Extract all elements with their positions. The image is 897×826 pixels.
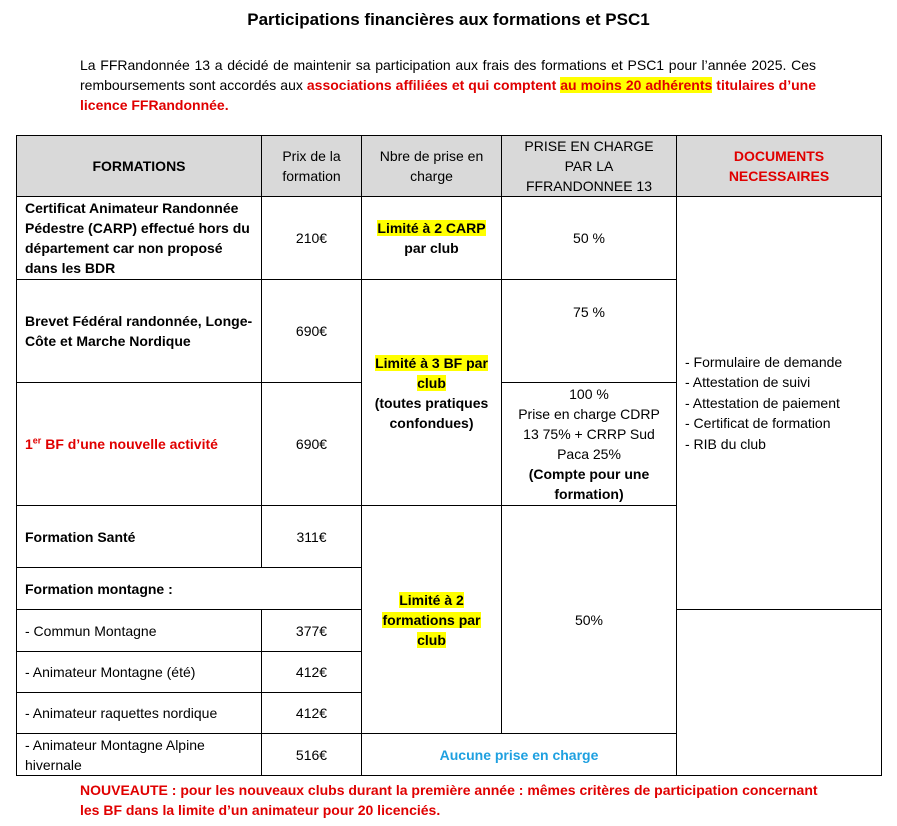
empty-doc-cell [677,610,882,776]
row-bf-charge: 75 % [502,280,677,383]
row-sante-name: Formation Santé [17,506,262,568]
row-first-bf-charge: 100 % Prise en charge CDRP 13 75% + CRRP Sud Paca 25% (Compte pour une formation) [502,383,677,506]
row-sante-price: 311€ [262,506,362,568]
document-item: - Attestation de paiement [685,394,840,411]
document-item: - Formulaire de demande [685,353,843,370]
footer-note: NOUVEAUTE : pour les nouveaux clubs durant la première année : mêmes critères de participation concernant les BF dans la limite d’un animateur pour 20 licenciés. [80,782,818,818]
bf-limit-cell: Limité à 3 BF par club (toutes pratiques confondues) [362,280,502,506]
page-title: Participations financières aux formations et PSC1 [247,10,650,29]
header-nbre: Nbre de prise en charge [362,136,502,197]
intro-paragraph: La FFRandonnée 13 a décidé de maintenir sa participation aux frais des formations et PSC1 pour l’année 2025. Ces remboursements sont accordés aux associations affiliées et qui comptent au moins 20 adhérents titulaires d’une licence FFRandonnée. [80,57,816,113]
row-alpine-name: - Animateur Montagne Alpine hivernale [17,734,262,776]
row-commun-name: - Commun Montagne [17,610,262,652]
document-item: - Attestation de suivi [685,374,811,391]
row-first-bf-price: 690€ [262,383,362,506]
header-prise-en-charge: PRISE EN CHARGE PAR LA FFRANDONNEE 13 [502,136,677,197]
document-item: - RIB du club [685,435,766,452]
documents-cell [677,197,882,610]
row-alpine-note: Aucune prise en charge [362,734,677,776]
row-anim-ete-price: 412€ [262,652,362,693]
header-formations: FORMATIONS [17,136,262,197]
formations-table [16,135,882,776]
row-commun-price: 377€ [262,610,362,652]
row-raquettes-price: 412€ [262,693,362,734]
row-carp-limit: Limité à 2 CARP par club [362,197,502,280]
header-documents: DOCUMENTS NECESSAIRES [677,136,882,197]
table-row [17,197,882,280]
row-anim-ete-name: - Animateur Montagne (été) [17,652,262,693]
row-raquettes-name: - Animateur raquettes nordique [17,693,262,734]
table-header-row [17,136,882,197]
row-bf-name: Brevet Fédéral randonnée, Longe-Côte et Marche Nordique [17,280,262,383]
document-item: - Certificat de formation [685,415,831,432]
mont-charge-cell: 50% [502,506,677,734]
row-carp-name: Certificat Animateur Randonnée Pédestre (CARP) effectué hors du département car non proposé dans les BDR [17,197,262,280]
row-first-bf-name: 1er BF d’une nouvelle activité [17,383,262,506]
row-carp-charge: 50 % [502,197,677,280]
row-alpine-price: 516€ [262,734,362,776]
row-montagne-name: Formation montagne : [17,568,362,610]
row-carp-price: 210€ [262,197,362,280]
header-prix: Prix de la formation [262,136,362,197]
row-bf-price: 690€ [262,280,362,383]
mont-limit-cell: Limité à 2 formations par club [362,506,502,734]
